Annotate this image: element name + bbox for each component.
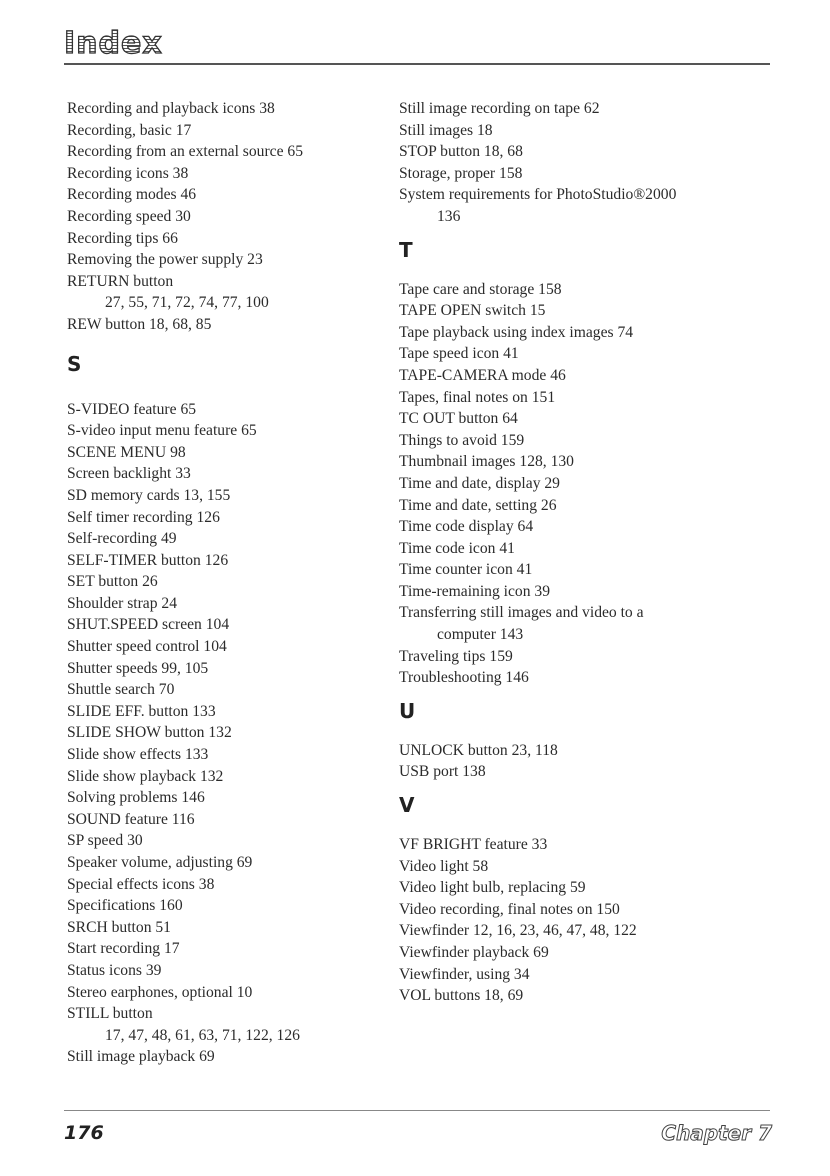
- index-entry: Traveling tips 159: [399, 647, 513, 665]
- index-entry: Self-recording 49: [67, 530, 177, 548]
- index-entry: STILL button: [67, 1005, 153, 1023]
- index-entry: System requirements for PhotoStudio®2000: [399, 186, 677, 204]
- index-entry: Specifications 160: [67, 897, 183, 915]
- index-entry: Speaker volume, adjusting 69: [67, 854, 253, 871]
- index-entry: Shoulder strap 24: [67, 594, 178, 612]
- section-letter: T: [399, 237, 413, 262]
- index-entry: Solving problems 146: [67, 789, 205, 807]
- index-entry: Shutter speed control 104: [67, 638, 227, 656]
- section-letter: V: [399, 793, 415, 818]
- index-entry: Viewfinder playback 69: [399, 944, 549, 961]
- index-entry: VF BRIGHT feature 33: [399, 836, 548, 854]
- index-entry: Recording, basic 17: [67, 121, 192, 139]
- index-entry: SCENE MENU 98: [67, 443, 186, 461]
- index-entry: Time and date, setting 26: [399, 496, 557, 514]
- index-entry: Screen backlight 33: [67, 465, 191, 483]
- index-entry: Tape care and storage 158: [399, 280, 562, 298]
- index-entry: Time code display 64: [399, 518, 534, 536]
- index-entry: Time counter icon 41: [399, 561, 533, 579]
- index-entry: TAPE OPEN switch 15: [399, 302, 546, 320]
- index-entry: TAPE-CAMERA mode 46: [399, 366, 566, 384]
- index-entry: SD memory cards 13, 155: [67, 486, 231, 504]
- index-entry: Troubleshooting 146: [399, 669, 529, 687]
- index-entry: Video recording, final notes on 150: [399, 900, 620, 918]
- index-entry: SLIDE SHOW button 132: [67, 724, 232, 742]
- index-entry: TC OUT button 64: [399, 410, 518, 428]
- index-entry: REW button 18, 68, 85: [67, 315, 212, 333]
- index-entry: USB port 138: [399, 763, 486, 781]
- index-entry: Viewfinder 12, 16, 23, 46, 47, 48, 122: [399, 922, 637, 940]
- index-entry: Tape playback using index images 74: [399, 323, 634, 341]
- index-entry: Still image playback 69: [67, 1048, 215, 1066]
- index-entry: STOP button 18, 68: [399, 143, 523, 161]
- index-entry: SELF-TIMER button 126: [67, 551, 229, 569]
- index-entry: Time and date, display 29: [399, 474, 560, 492]
- index-entry: Shutter speeds 99, 105: [67, 659, 209, 677]
- index-entry: Time-remaining icon 39: [399, 582, 551, 600]
- index-entry-continuation: 27, 55, 71, 72, 74, 77, 100: [105, 294, 269, 312]
- index-column-right: [399, 98, 779, 1007]
- chapter-label: Chapter 7: [661, 1121, 772, 1145]
- index-entry: Viewfinder, using 34: [399, 965, 530, 983]
- index-entry: SRCH button 51: [67, 918, 171, 936]
- index-entry: Tapes, final notes on 151: [399, 388, 556, 406]
- index-entry: Still images 18: [399, 121, 493, 139]
- index-entry: UNLOCK button 23, 118: [399, 741, 558, 759]
- index-column-left: [67, 98, 397, 1068]
- header-rule: [64, 63, 770, 65]
- index-entry: Removing the power supply 23: [67, 251, 263, 269]
- index-entry: Video light 58: [399, 857, 489, 875]
- index-entry: Recording icons 38: [67, 164, 189, 182]
- index-entry-continuation: computer 143: [437, 626, 524, 644]
- index-entry: Self timer recording 126: [67, 508, 220, 526]
- index-entry: SOUND feature 116: [67, 810, 195, 828]
- index-entry-continuation: 17, 47, 48, 61, 63, 71, 122, 126: [105, 1026, 300, 1044]
- index-entry: SHUT.SPEED screen 104: [67, 616, 230, 634]
- index-entry: Stereo earphones, optional 10: [67, 983, 253, 1001]
- index-entry: Thumbnail images 128, 130: [399, 453, 574, 471]
- index-entry: Special effects icons 38: [67, 875, 215, 893]
- index-entry: Slide show effects 133: [67, 746, 209, 764]
- index-entry: VOL buttons 18, 69: [399, 987, 524, 1005]
- index-entry: Things to avoid 159: [399, 431, 525, 449]
- index-entry: Recording from an external source 65: [67, 143, 303, 161]
- index-entry: Slide show playback 132: [67, 767, 224, 785]
- section-letter: U: [399, 698, 416, 723]
- index-entry: SP speed 30: [67, 832, 143, 850]
- index-entry: Still image recording on tape 62: [399, 100, 600, 117]
- index-entry: Video light bulb, replacing 59: [399, 879, 586, 897]
- index-entry: S-video input menu feature 65: [67, 422, 257, 440]
- index-entry: Recording and playback icons 38: [67, 100, 275, 117]
- index-entry: Shuttle search 70: [67, 681, 175, 699]
- page-number: 176: [64, 1122, 104, 1144]
- footer-rule: [64, 1110, 770, 1111]
- index-entry: Start recording 17: [67, 940, 180, 958]
- index-entry: SET button 26: [67, 573, 158, 591]
- index-entry-continuation: 136: [437, 207, 461, 225]
- index-entry: SLIDE EFF. button 133: [67, 702, 216, 720]
- section-letter: S: [67, 351, 82, 376]
- index-entry: Transferring still images and video to a: [399, 604, 644, 622]
- index-entry: S-VIDEO feature 65: [67, 400, 197, 418]
- index-entry: Tape speed icon 41: [399, 345, 519, 363]
- index-entry: Recording speed 30: [67, 207, 191, 225]
- index-entry: RETURN button: [67, 272, 174, 290]
- index-entry: Time code icon 41: [399, 539, 515, 557]
- index-entry: Status icons 39: [67, 961, 162, 979]
- index-entry: Recording tips 66: [67, 229, 178, 247]
- page-title: Index: [64, 24, 163, 64]
- index-entry: Storage, proper 158: [399, 164, 523, 182]
- index-entry: Recording modes 46: [67, 186, 197, 204]
